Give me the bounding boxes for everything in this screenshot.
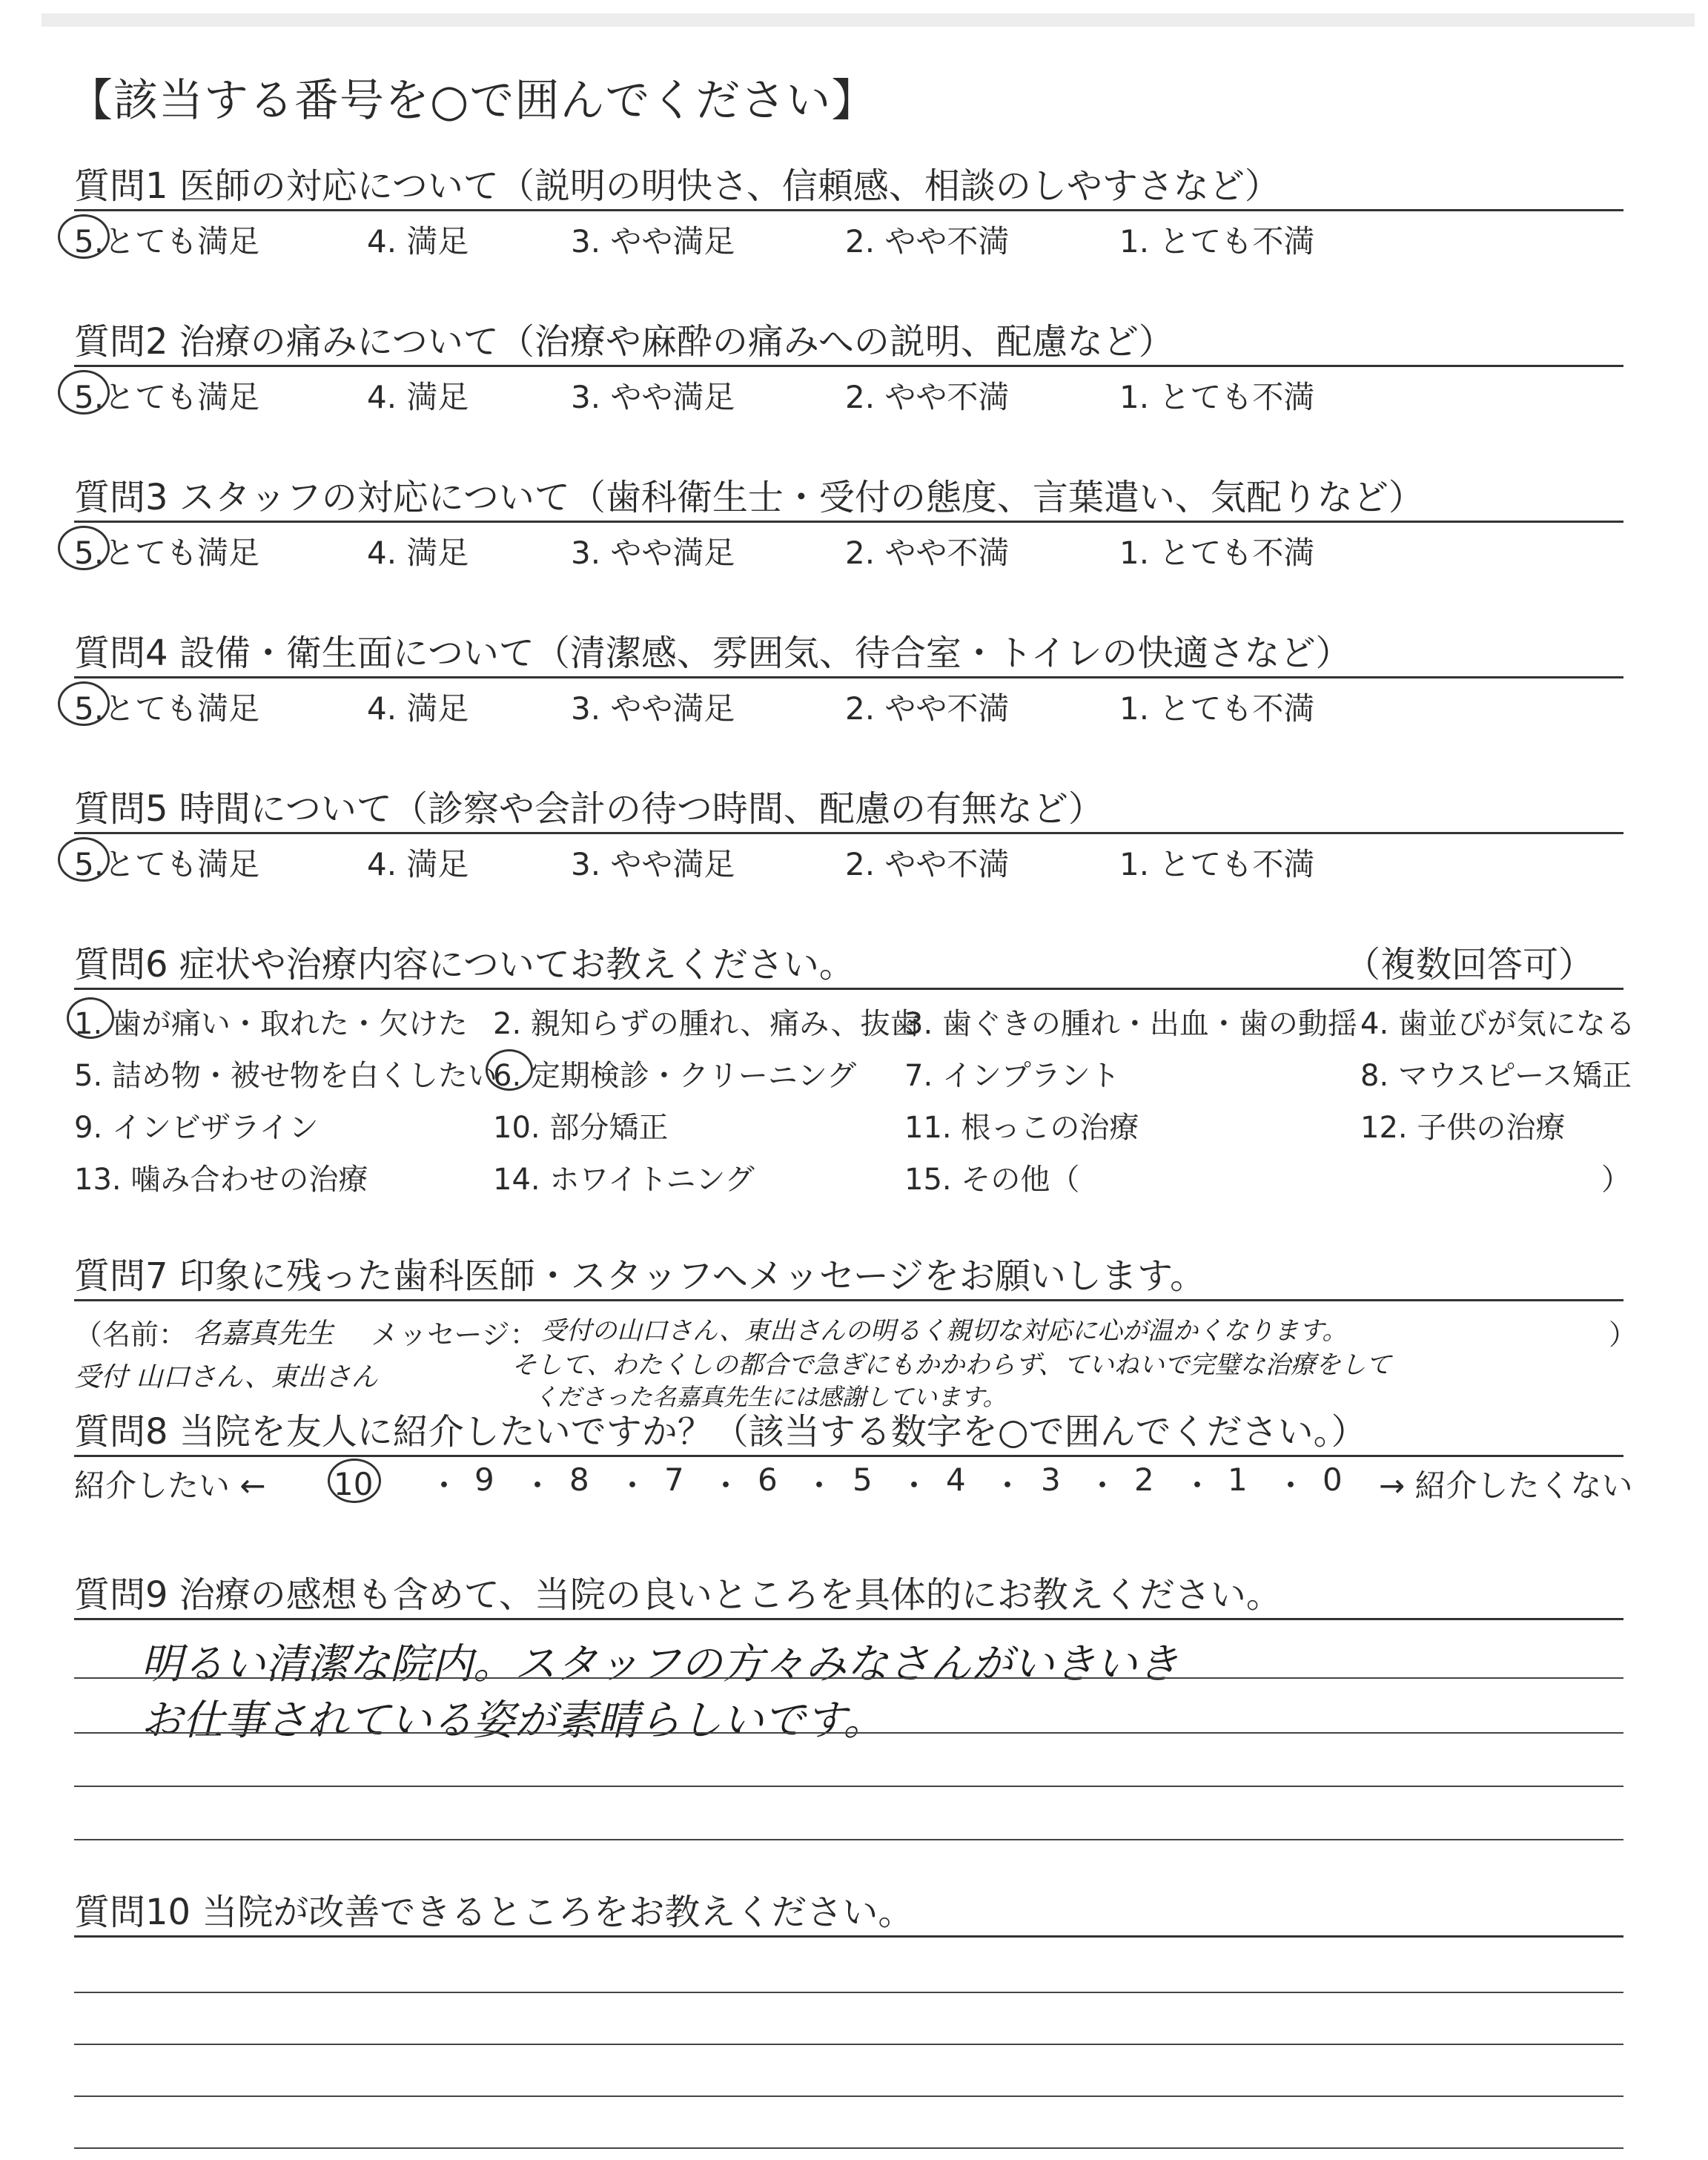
symptom-option-3[interactable]: 3. 歯ぐきの腫れ・出血・歯の動揺 (904, 1007, 1357, 1041)
question-1 (74, 163, 1623, 260)
multiple-answer-note: （複数回答可） (1344, 944, 1594, 985)
option-4[interactable]: 4. 満足 (367, 690, 469, 727)
question-7 (74, 1253, 1638, 1413)
scale-dot: ・ (992, 1467, 1024, 1504)
question-3 (74, 475, 1623, 569)
scale-8[interactable]: 8 (569, 1462, 589, 1498)
symptom-option-2[interactable]: 2. 親知らずの腫れ、痛み、抜歯 (493, 1007, 920, 1041)
symptom-option-6[interactable]: 6. 定期検診・クリーニング (493, 1052, 856, 1094)
question-4 (74, 630, 1623, 727)
option-3[interactable]: 3. やや満足 (571, 379, 735, 415)
symptom-option-1[interactable]: 1. 歯が痛い・取れた・欠けた (74, 1000, 468, 1043)
question-title: 質問10 当院が改善できるところをお教えください。 (74, 1892, 914, 1933)
option-2[interactable]: 2. やや不満 (845, 379, 1010, 415)
option-4[interactable]: 4. 満足 (367, 379, 469, 415)
scale-left-label: 紹介したい ← (74, 1467, 266, 1504)
symptom-option-12[interactable]: 12. 子供の治療 (1360, 1111, 1566, 1145)
option-5[interactable]: 5.とても満足 (74, 684, 259, 729)
selection-circle (58, 837, 110, 882)
scale-2[interactable]: 2 (1134, 1462, 1154, 1498)
option-1[interactable]: 1. とても不満 (1119, 690, 1315, 727)
symptom-option-8[interactable]: 8. マウスピース矯正 (1360, 1059, 1632, 1093)
question-title: 質問8 当院を友人に紹介したいですか？（該当する数字を○で囲んでください。） (74, 1411, 1367, 1453)
name-label: （名前： (74, 1318, 188, 1351)
option-3[interactable]: 3. やや満足 (571, 690, 735, 727)
message-close-paren: ） (1609, 1318, 1638, 1351)
question-title: 質問4 設備・衛生面について（清潔感、雰囲気、待合室・トイレの快適さなど） (74, 633, 1351, 674)
recommend-scale: 紹介したい ← 10 ・ 9 ・ 8 ・ 7 ・ 6 ・ 5 ・ 4 ・ 3 ・ 2 ・ 1 ・ 0 → 紹介したくない (74, 1457, 1623, 1503)
scale-right-label: → 紹介したくない (1379, 1467, 1633, 1504)
selection-circle (67, 997, 114, 1039)
option-1[interactable]: 1. とても不満 (1119, 379, 1315, 415)
symptom-option-7[interactable]: 7. インプラント (904, 1059, 1120, 1093)
rating-options (74, 367, 1623, 413)
option-4[interactable]: 4. 満足 (367, 535, 469, 571)
scale-3[interactable]: 3 (1041, 1462, 1061, 1498)
question-10 (74, 1889, 1623, 1938)
answer-line[interactable] (74, 2095, 1623, 2097)
symptom-options (74, 990, 1635, 1198)
answer-line[interactable] (74, 2147, 1623, 2149)
question-title: 質問6 症状や治療内容についてお教えください。 （複数回答可） (74, 942, 1623, 988)
scan-top-edge (42, 13, 1695, 27)
scale-dot: ・ (617, 1467, 649, 1504)
symptom-option-9[interactable]: 9. インビザライン (74, 1111, 319, 1145)
handwritten-message-line-3: くださった名嘉真先生には感謝しています。 (534, 1383, 1007, 1411)
scale-4[interactable]: 4 (946, 1462, 966, 1498)
message-area[interactable] (74, 1301, 1638, 1413)
selection-circle (58, 214, 110, 259)
option-1[interactable]: 1. とても不満 (1119, 223, 1315, 260)
option-3[interactable]: 3. やや満足 (571, 846, 735, 882)
scale-dot: ・ (522, 1467, 554, 1504)
selection-circle (58, 526, 110, 570)
question-title: 質問9 治療の感想も含めて、当院の良いところを具体的にお教えください。 (74, 1574, 1282, 1616)
handwritten-answer-line-1: 明るい清潔な院内。スタッフの方々みなさんがいきいき (141, 1640, 1179, 1688)
scale-9[interactable]: 9 (474, 1462, 494, 1498)
answer-line[interactable] (74, 2044, 1623, 2045)
option-5[interactable]: 5.とても満足 (74, 840, 259, 885)
scale-dot: ・ (1182, 1467, 1214, 1504)
question-2 (74, 319, 1623, 413)
option-2[interactable]: 2. やや不満 (845, 846, 1010, 882)
option-1[interactable]: 1. とても不満 (1119, 846, 1315, 882)
scale-dot: ・ (804, 1467, 835, 1504)
handwritten-name: 名嘉真先生 (193, 1317, 334, 1350)
rating-options (74, 211, 1623, 260)
answer-line[interactable] (74, 1732, 1623, 1734)
symptom-option-11[interactable]: 11. 根っこの治療 (904, 1111, 1139, 1145)
question-title: 質問2 治療の痛みについて（治療や麻酔の痛みへの説明、配慮など） (74, 321, 1174, 363)
message-label: メッセージ： (371, 1318, 538, 1351)
question-title: 質問1 医師の対応について（説明の明快さ、信頼感、相談のしやすさなど） (74, 165, 1280, 207)
question-title: 質問3 スタッフの対応について（歯科衛生士・受付の態度、言葉遣い、気配りなど） (74, 477, 1424, 518)
option-3[interactable]: 3. やや満足 (571, 535, 735, 571)
rating-options (74, 678, 1623, 727)
question-6 (74, 942, 1635, 1198)
option-3[interactable]: 3. やや満足 (571, 223, 735, 260)
scale-5[interactable]: 5 (853, 1462, 873, 1498)
rating-options (74, 834, 1623, 880)
other-close-paren: ） (1601, 1163, 1631, 1197)
scale-dot: ・ (710, 1467, 742, 1504)
selection-circle (58, 681, 110, 726)
option-2[interactable]: 2. やや不満 (845, 690, 1010, 727)
form-instruction: 【該当する番号を○で囲んでください】 (68, 75, 877, 127)
scale-dot: ・ (1087, 1467, 1119, 1504)
symptom-option-10[interactable]: 10. 部分矯正 (493, 1111, 669, 1145)
rating-options (74, 523, 1623, 569)
question-title: 質問7 印象に残った歯科医師・スタッフへメッセージをお願いします。 (74, 1255, 1206, 1297)
underline (74, 1618, 1623, 1620)
handwritten-answer-line-2: お仕事されている姿が素晴らしいです。 (141, 1697, 885, 1745)
answer-line[interactable] (74, 1786, 1623, 1787)
answer-line[interactable] (74, 1839, 1623, 1840)
symptom-option-14[interactable]: 14. ホワイトニング (493, 1163, 755, 1197)
option-5[interactable]: 5.とても満足 (74, 529, 259, 573)
option-2[interactable]: 2. やや不満 (845, 535, 1010, 571)
question-title: 質問5 時間について（診察や会計の待つ時間、配慮の有無など） (74, 788, 1104, 830)
scale-dot: ・ (428, 1467, 460, 1504)
underline (74, 1935, 1623, 1938)
answer-line[interactable] (74, 1677, 1623, 1679)
question-5 (74, 786, 1623, 880)
handwritten-message-line-1: 受付の山口さん、東出さんの明るく親切な対応に心が温かくなります。 (541, 1316, 1348, 1346)
option-1[interactable]: 1. とても不満 (1119, 535, 1315, 571)
scale-1[interactable]: 1 (1228, 1462, 1248, 1498)
scale-dot: ・ (1275, 1467, 1307, 1504)
symptom-option-5[interactable]: 5. 詰め物・被せ物を白くしたい (74, 1059, 497, 1093)
symptom-option-4[interactable]: 4. 歯並びが気になる (1360, 1007, 1635, 1041)
option-2[interactable]: 2. やや不満 (845, 223, 1010, 260)
symptom-option-15[interactable]: 15. その他（ (904, 1163, 1080, 1197)
handwritten-name-staff: 受付 山口さん、東出さん (74, 1362, 378, 1393)
answer-line[interactable] (74, 1992, 1623, 1993)
question-9 (74, 1572, 1623, 1620)
question-8 (74, 1409, 1633, 1504)
option-4[interactable]: 4. 満足 (367, 223, 469, 260)
scale-7[interactable]: 7 (664, 1462, 684, 1498)
option-4[interactable]: 4. 満足 (367, 846, 469, 882)
selection-circle (486, 1049, 533, 1091)
option-5[interactable]: 5.とても満足 (74, 373, 259, 417)
scale-6[interactable]: 6 (758, 1462, 778, 1498)
selection-circle (58, 370, 110, 415)
scale-dot: ・ (898, 1467, 930, 1504)
handwritten-message-line-2: そして、わたくしの都合で急ぎにもかかわらず、ていねいで完璧な治療をして (512, 1350, 1391, 1380)
option-5[interactable]: 5.とても満足 (74, 217, 259, 262)
symptom-option-13[interactable]: 13. 噛み合わせの治療 (74, 1163, 368, 1197)
scale-0[interactable]: 0 (1323, 1462, 1343, 1498)
